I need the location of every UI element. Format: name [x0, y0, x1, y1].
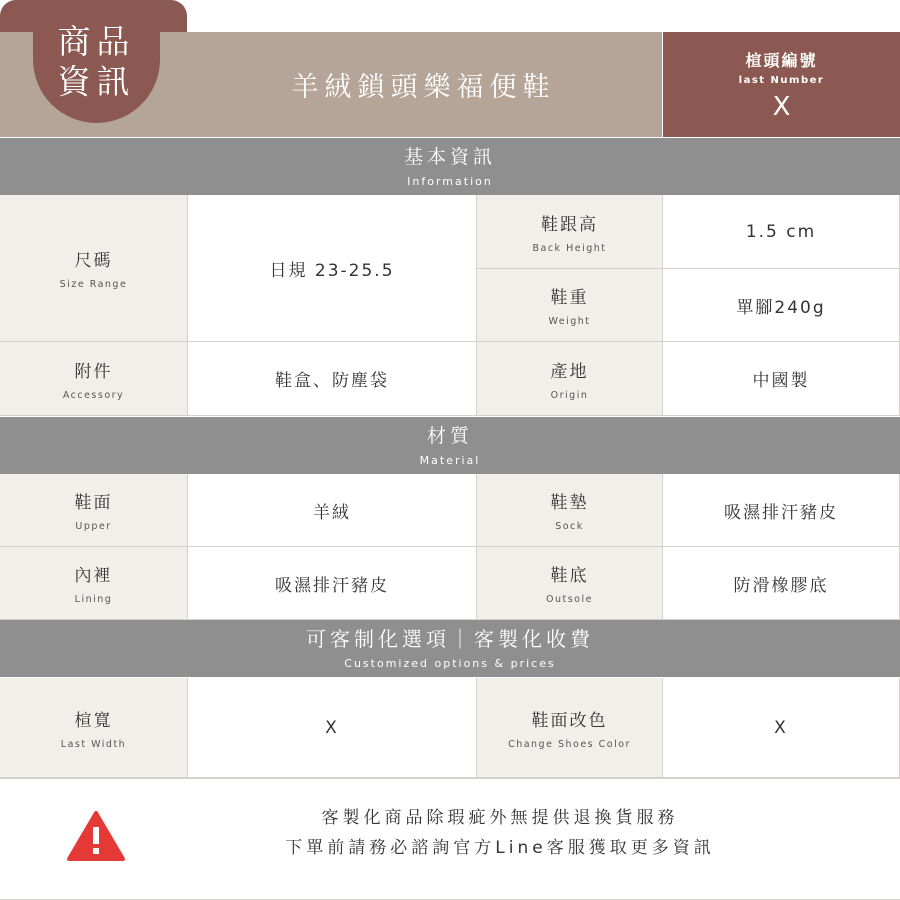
- last-number-label: 楦頭編號: [745, 50, 818, 70]
- lining-value: [188, 547, 477, 620]
- weight-label-zh: 鞋重: [550, 288, 589, 308]
- section-subtitle: Customized options & prices: [344, 657, 556, 670]
- product-info-badge: [33, 0, 160, 123]
- badge-line1: 商品: [57, 21, 136, 61]
- outsole-label: [477, 547, 663, 620]
- last-number-label-en: last Number: [738, 74, 825, 86]
- accessory-label: [0, 342, 188, 416]
- upper-label: [0, 474, 188, 547]
- notice-text: [150, 803, 850, 863]
- product-title: 羊絨鎖頭樂福便鞋: [291, 72, 556, 103]
- back-height-label-zh: 鞋跟高: [541, 214, 598, 235]
- upper-value: [188, 474, 477, 547]
- origin-label-en: Origin: [550, 389, 589, 401]
- size-label: [0, 195, 188, 342]
- change-color-value-text: X: [774, 717, 788, 738]
- size-value-text: 日規 23-25.5: [269, 260, 395, 281]
- weight-label: [477, 269, 663, 342]
- last-width-value-text: X: [325, 717, 339, 738]
- notice-line1: 客製化商品除瑕疵外無提供退換貨服務: [321, 808, 679, 828]
- upper-label-en: Upper: [75, 521, 112, 532]
- lining-label: [0, 547, 188, 620]
- section-material: [0, 417, 900, 474]
- change-color-label-zh: 鞋面改色: [531, 710, 608, 731]
- section-title: 材質: [426, 425, 473, 447]
- section-title: 可客制化選項｜客製化收費: [306, 627, 594, 651]
- change-color-label: [477, 678, 663, 778]
- size-label-en: Size Range: [59, 279, 128, 290]
- accessory-label-en: Accessory: [62, 389, 125, 401]
- last-width-label: [0, 678, 188, 778]
- origin-label: [477, 342, 663, 416]
- origin-label-zh: 產地: [550, 361, 589, 382]
- lining-value-text: 吸濕排汗豬皮: [275, 575, 389, 596]
- accessory-value-text: 鞋盒、防塵袋: [275, 371, 389, 391]
- outsole-value: [663, 547, 900, 620]
- last-number-value: X: [772, 91, 791, 122]
- outsole-label-zh: 鞋底: [550, 566, 589, 586]
- sock-value: [663, 474, 900, 547]
- accessory-label-zh: 附件: [74, 361, 113, 382]
- origin-value-text: 中國製: [752, 371, 810, 391]
- accessory-value: [188, 342, 477, 416]
- upper-value-text: 羊絨: [313, 502, 351, 523]
- back-height-value-text: 1.5 cm: [745, 221, 817, 242]
- change-color-value: [663, 678, 900, 778]
- back-height-label: [477, 195, 663, 269]
- size-label-zh: 尺碼: [74, 251, 113, 271]
- badge-line2: 資訊: [57, 61, 136, 101]
- section-subtitle: Information: [407, 175, 493, 188]
- weight-label-en: Weight: [548, 316, 591, 327]
- back-height-value: [663, 195, 900, 269]
- section-basic-info: [0, 138, 900, 195]
- section-subtitle: Material: [419, 454, 481, 467]
- last-width-label-zh: 楦寬: [74, 710, 113, 731]
- last-width-label-en: Last Width: [60, 738, 127, 750]
- sock-label-en: Sock: [555, 521, 584, 532]
- sock-label: [477, 474, 663, 547]
- lining-label-en: Lining: [74, 594, 113, 605]
- last-width-value: [188, 678, 477, 778]
- change-color-label-en: Change Shoes Color: [508, 738, 631, 750]
- back-height-label-en: Back Height: [532, 242, 607, 254]
- notice-line2: 下單前請務必諮詢官方Line客服獲取更多資訊: [285, 838, 715, 858]
- weight-value: [663, 269, 900, 342]
- outsole-label-en: Outsole: [546, 594, 593, 605]
- section-title: 基本資訊: [403, 146, 496, 168]
- warning-icon: [66, 810, 126, 862]
- origin-value: [663, 342, 900, 416]
- sock-value-text: 吸濕排汗豬皮: [724, 502, 838, 523]
- size-value: [188, 195, 477, 342]
- weight-value-text: 單腳240g: [736, 297, 826, 318]
- section-customization: [0, 620, 900, 677]
- sock-label-zh: 鞋墊: [550, 493, 589, 513]
- outsole-value-text: 防滑橡膠底: [733, 575, 829, 596]
- last-number-box: [663, 32, 900, 137]
- lining-label-zh: 內裡: [74, 566, 113, 586]
- upper-label-zh: 鞋面: [74, 493, 113, 513]
